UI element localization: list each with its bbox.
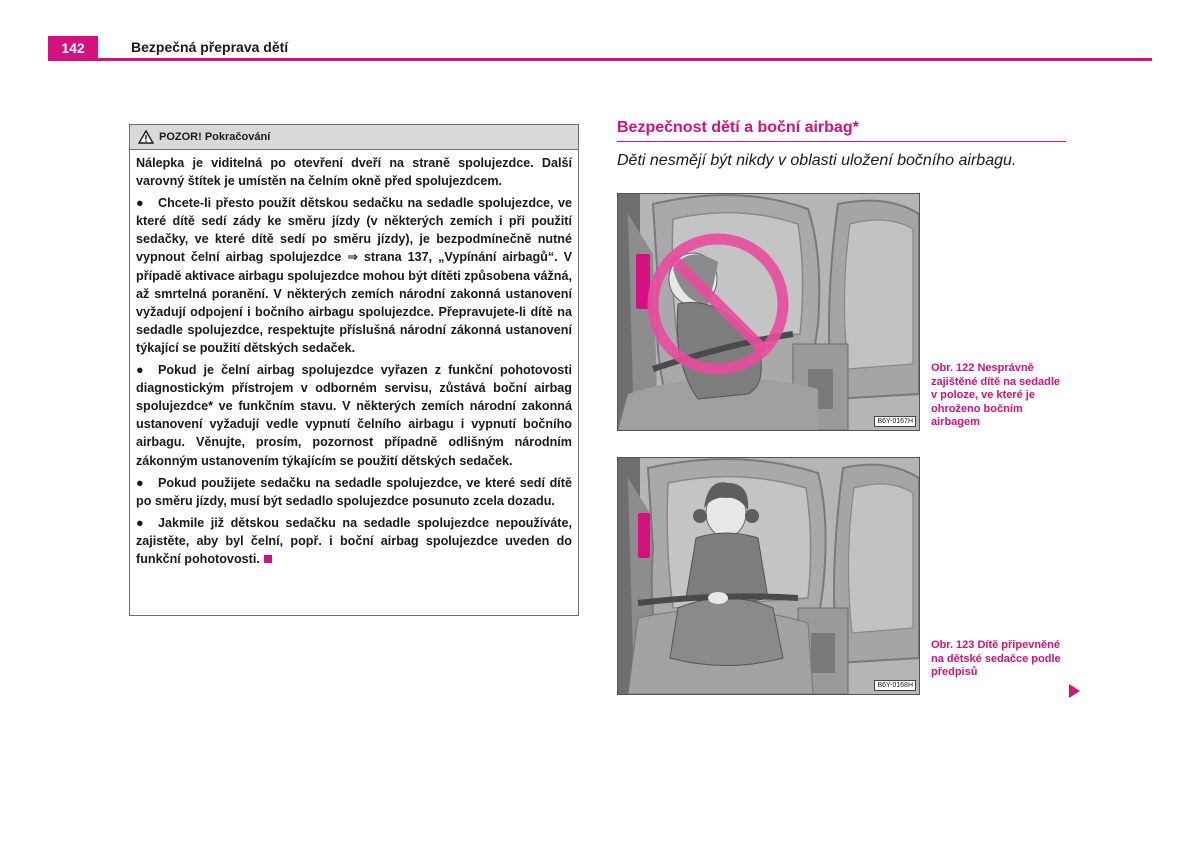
warning-bullet-3 <box>136 474 572 510</box>
page-cross-reference[interactable]: ⇒ strana 137, <box>347 250 433 265</box>
figure-123-caption: Obr. 123 Dítě připevněné na dětské sedačce podle předpisů <box>931 639 1061 678</box>
continue-arrow-icon <box>1069 684 1080 698</box>
bullet-3-text: Pokud použijete sedačku na sedadle spolujezdce, ve které sedí dítě po směru jízdy, musí být sedadlo spolujezdce posunuto zcela dozadu. <box>136 475 572 508</box>
warning-body <box>130 150 578 568</box>
running-header-title: Bezpečná přeprava dětí <box>131 39 289 55</box>
bullet-icon: ● <box>136 363 144 378</box>
header-rule <box>48 58 1152 61</box>
bullet-icon: ● <box>136 196 144 211</box>
bullet-4-text: Jakmile již dětskou sedačku na sedadle spolujezdce nepoužíváte, zajistěte, aby byl čelní, popř. i boční airbag spolujezdce uveden do funkční pohotovosti. <box>136 515 572 566</box>
bullet-icon: ● <box>136 475 144 490</box>
section-lead: Děti nesmějí být nikdy v oblasti uložení bočního airbagu. <box>617 152 1017 169</box>
warning-bullet-4 <box>136 514 572 568</box>
bullet-2-text: Pokud je čelní airbag spolujezdce vyřazen z funkční pohotovosti diagnostickým přístrojem v odborném servisu, zůstává boční airbag spolujezdce* ve funkčním stavu. V některých zemích národní zakonná ustanovení vyžadují vedle vypnutí čelního airbagu i vypnutí bočního airbagu. Věnujte, prosím, pozornost případně odlišným národním zákonným ustanovením týkajícím se použití dětských sedaček. <box>136 363 572 468</box>
child-in-booster-seat-illustration <box>618 458 919 694</box>
page-number: 142 <box>48 36 98 61</box>
warning-box <box>129 124 579 616</box>
warning-title: POZOR! Pokračování <box>159 131 271 143</box>
bullet-1-text-cont: „Vypínání airbagů“. V případě aktivace airbagu spolujezdce mohou být dítěti způsobena vážná, až smrtelná poranění. V některých zemích národní zakonná ustanovení vyžadují odpojení i bočního airbagu spolujezdce. Přepravujete-li dítě na sedadle spolujezdce, respektujte příslušná národní zákonná ustanovení týkající se použití dětských sedaček. <box>136 250 572 355</box>
figure-122-illustration <box>617 193 920 431</box>
warning-intro: Nálepka je viditelná po otevření dveří na straně spolujezdce. Další varovný štítek je umístěn na čelním okně před spolujezdcem. <box>136 156 572 189</box>
bullet-1-text: Chcete-li přesto použít dětskou sedačku na sedadle spolujezdce, ve které dítě sedí zády ke směru jízdy (v některých zemích i při použití sedačky, ve které dítě sedí po směru jízdy), je bezpodmínečně nutné vypnout čelní airbag spolujezdce <box>136 196 572 265</box>
figure-123-illustration <box>617 457 920 695</box>
section-title-rule <box>617 141 1066 142</box>
figure-code: B6Y-0168H <box>874 680 916 691</box>
section-end-square-icon <box>264 555 272 563</box>
warning-bullet-2 <box>136 361 572 470</box>
warning-triangle-icon <box>138 130 154 144</box>
child-on-seat-prohibited-illustration <box>618 194 919 430</box>
section-title: Bezpečnost dětí a boční airbag* <box>617 119 859 136</box>
bullet-icon: ● <box>136 515 144 530</box>
figure-code: B6Y-0167H <box>874 416 916 427</box>
warning-bullet-1 <box>136 194 572 357</box>
figure-122-caption: Obr. 122 Nesprávně zajištěné dítě na sedadle v poloze, ve které je ohroženo bočním airbagem <box>931 362 1060 428</box>
warning-header <box>130 125 578 150</box>
